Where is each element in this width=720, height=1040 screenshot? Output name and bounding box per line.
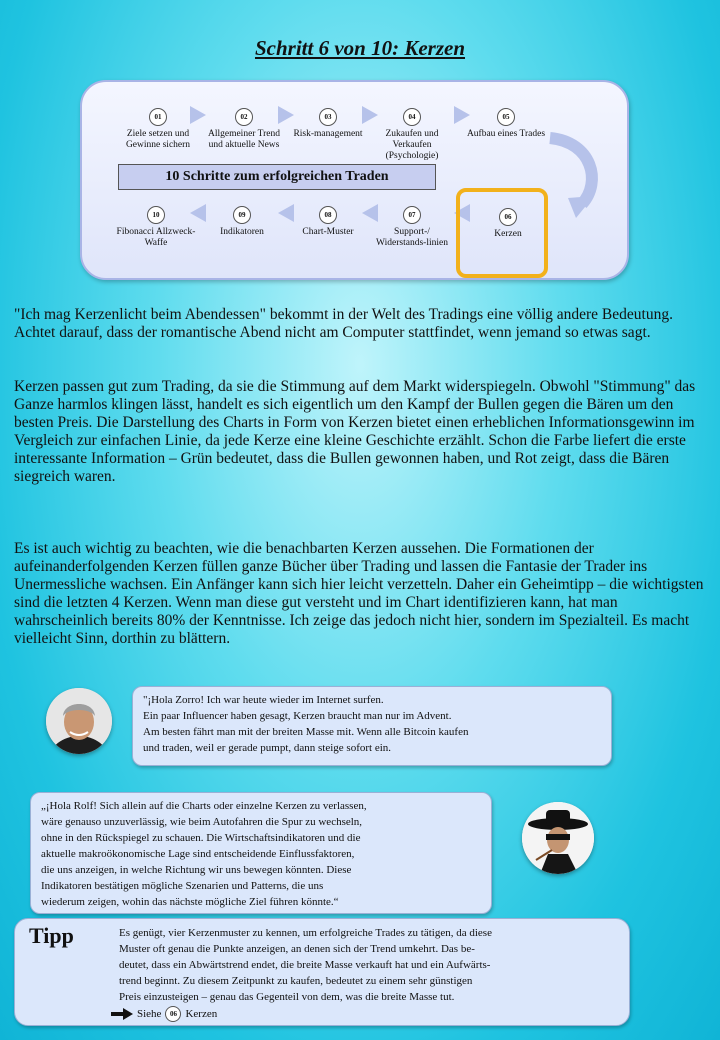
step-number: 08	[319, 206, 337, 224]
tip-body	[119, 925, 625, 1005]
masked-man-icon	[522, 802, 594, 874]
step-number: 09	[233, 206, 251, 224]
step-label: Chart-Muster	[302, 227, 354, 237]
step-label: Kerzen	[494, 229, 522, 239]
tip-box	[14, 918, 630, 1026]
see-reference[interactable]	[111, 1006, 217, 1022]
rolf-avatar	[46, 688, 112, 754]
paragraph-3: Es ist auch wichtig zu beachten, wie die benachbarten Kerzen aussehen. Die Formationen der aufeinanderfolgenden Kerzen füllen ganze Bücher über Trading und lassen die Fantasie der Trader ins Unermessliche wachsen. Ein Anfänger kann sich hier leicht verzetteln. Daher ein Geheimtipp – die wichtigsten sind die letzten 4 Kerzen. Wenn man diese gut versteht und im Chart identifizieren kann, hat man wahrscheinlich bereits 80% der Kenntnisse. Ich zeige das jedoch nicht hier, sondern im Spezialteil. Es macht vielleicht Sinn, dorthin zu blättern.	[14, 540, 704, 647]
tip-line: deutet, dass ein Abwärtstrend endet, die breite Masse verkauft hat und ein Aufwärts-	[119, 959, 491, 971]
step-label: Fibonacci Allzweck-Waffe	[116, 227, 196, 248]
step-number: 10	[147, 206, 165, 224]
step-label: Risk-management	[293, 129, 363, 139]
see-label: Siehe	[137, 1008, 162, 1020]
paragraph-1: "Ich mag Kerzenlicht beim Abendessen" bekommt in der Welt des Tradings eine völlig andere Bedeutung. Achtet darauf, dass der romantische Abend nicht am Computer stattfindet, wenn jemand so etwas sagt.	[14, 306, 673, 341]
page-title: Schritt 6 von 10: Kerzen	[254, 36, 466, 60]
bubble-line: ohne in den Rückspiegel zu schauen. Die Wirtschaftsindikatoren und die	[41, 832, 361, 844]
step-label: Allgemeiner Trend und aktuelle News	[207, 129, 281, 150]
step-label: Zukaufen und Verkaufen (Psychologie)	[385, 129, 439, 161]
step-number: 01	[149, 108, 167, 126]
step-number: 04	[403, 108, 421, 126]
tip-line: trend beginnt. Zu diesem Zeitpunkt zu kaufen, bedeutet zu einem sehr günstigen	[119, 975, 473, 987]
bubble-line: wäre genauso unzuverlässig, wie beim Autofahren die Spur zu wechseln,	[41, 816, 363, 828]
diagram-title-bar: 10 Schritte zum erfolgreichen Traden	[118, 164, 436, 190]
person-icon	[46, 688, 112, 754]
step-number: 07	[403, 206, 421, 224]
step-number: 03	[319, 108, 337, 126]
step-label: Support-/ Widerstands-linien	[376, 227, 448, 248]
bubble-line: und traden, weil er gerade pumpt, dann steige sofort ein.	[143, 742, 392, 754]
bubble-line: aktuelle makroökonomische Lage sind entscheidende Einflussfaktoren,	[41, 848, 355, 860]
step-number: 02	[235, 108, 253, 126]
see-target: Kerzen	[185, 1008, 218, 1020]
zorro-speech-bubble	[30, 792, 492, 914]
bubble-line: "¡Hola Zorro! Ich war heute wieder im Internet surfen.	[143, 694, 384, 706]
bubble-line: „¡Hola Rolf! Sich allein auf die Charts oder einzelne Kerzen zu verlassen,	[41, 800, 367, 812]
tip-line: Preis einzusteigen – genau das Gegenteil von dem, was die breite Masse tut.	[119, 991, 455, 1003]
current-step-highlight	[456, 188, 548, 278]
step-label: Indikatoren	[220, 227, 264, 237]
bubble-line: Ein paar Influencer haben gesagt, Kerzen braucht man nur im Advent.	[143, 710, 452, 722]
rolf-speech-bubble	[132, 686, 612, 766]
paragraph-2: Kerzen passen gut zum Trading, da sie die Stimmung auf dem Markt widerspiegeln. Obwohl "Stimmung" das Ganze harmlos klingen lässt, handelt es sich eigentlich um den Kampf der Bullen gegen die Bären um den besten Preis. Die Darstellung des Charts in Form von Kerzen bietet einen erheblichen Informationsgewinn im Vergleich zur einfachen Linie, da jede Kerze eine kleine Geschichte erzählt. Schon die Farbe liefert die erste interessante Information – Grün bedeutet, dass die Bullen gewonnen haben, und Rot zeigt, dass die Bären siegreich waren.	[14, 378, 696, 485]
see-step-number: 06	[165, 1006, 181, 1022]
zorro-avatar	[522, 802, 594, 874]
step-number: 05	[497, 108, 515, 126]
step-label: Ziele setzen und Gewinne sichern	[125, 129, 191, 150]
step-number: 06	[499, 208, 517, 226]
arrow-right-icon	[111, 1008, 133, 1020]
step-label: Aufbau eines Trades	[466, 129, 546, 139]
bubble-line: Am besten fährt man mit der breiten Masse mit. Wenn alle Bitcoin kaufen	[143, 726, 469, 738]
tip-line: Es genügt, vier Kerzenmuster zu kennen, um erfolgreiche Trades zu tätigen, da diese	[119, 927, 492, 939]
bubble-line: die uns anzeigen, in welche Richtung wir uns bewegen könnten. Diese	[41, 864, 352, 876]
tip-line: Muster oft genau die Punkte anzeigen, an denen sich der Trend umkehrt. Das be-	[119, 943, 475, 955]
tip-title: Tipp	[29, 923, 74, 948]
bubble-line: Indikatoren bestätigen mögliche Szenarien und Patterns, die uns	[41, 880, 324, 892]
bubble-line: wiederum zeigen, wohin das nächste mögliche Ziel führen könnte.“	[41, 896, 339, 908]
